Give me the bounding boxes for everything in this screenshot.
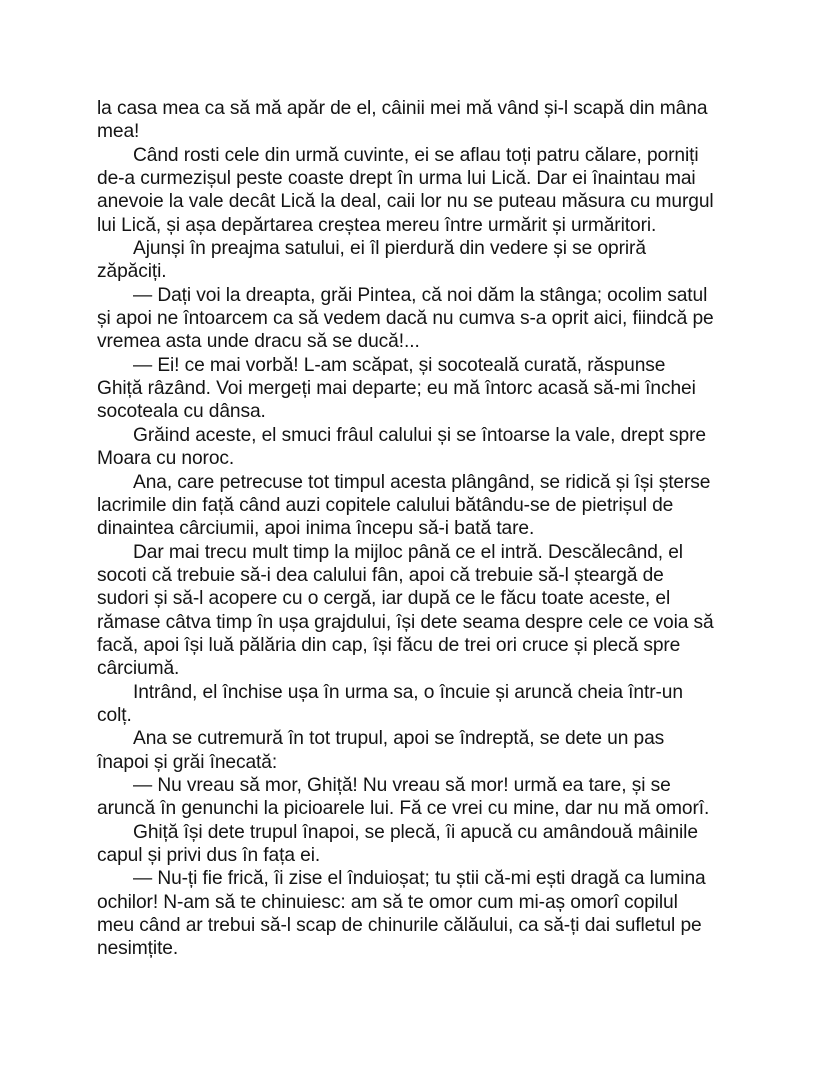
text-line: — Ei! ce mai vorbă! L-am scăpat, și socoteală curată, răspunse	[133, 354, 666, 376]
text-line: sudori și să-l acopere cu o cergă, iar după ce le făcu toate aceste, el	[97, 588, 671, 610]
text-line: Intrând, el închise ușa în urma sa, o încuie și aruncă cheia într-un	[133, 681, 683, 703]
text-line: nesimțite.	[97, 938, 179, 960]
document-page	[97, 97, 747, 961]
text-line: lacrimile din față când auzi copitele calului bătându-se de pietrișul de	[97, 494, 674, 516]
text-line: Ajunși în preajma satului, ei îl pierdură din vedere și se opriră	[133, 238, 646, 260]
paragraph	[97, 284, 747, 354]
paragraph	[97, 727, 747, 774]
text-line: socoteala cu dânsa.	[97, 401, 266, 423]
paragraph	[97, 354, 747, 424]
text-line: la casa mea ca să mă apăr de el, câinii mei mă vând și-l scapă din mâna	[97, 98, 708, 119]
text-line: Ana se cutremură în tot trupul, apoi se îndreptă, se dete un pas	[133, 728, 665, 750]
text-line: colț.	[97, 704, 132, 726]
paragraph	[97, 541, 747, 681]
text-line: ochilor! N-am să te chinuiesc: am să te omor cum mi-aș omorî copilul	[97, 891, 678, 913]
text-line: lui Lică, și așa depărtarea creștea mereu între urmărit și urmăritori.	[97, 214, 657, 236]
text-line: meu când ar trebui să-l scap de chinurile călăului, ca să-ți dai sufletul pe	[97, 915, 702, 937]
text-line: — Nu-ți fie frică, îi zise el înduioșat; tu știi că-mi ești dragă ca lumina	[133, 868, 706, 890]
text-line: cârciumă.	[97, 658, 180, 680]
text-line: socoti că trebuie să-i dea calului fân, apoi că trebuie să-l șteargă de	[97, 564, 664, 586]
text-line: Ana, care petrecuse tot timpul acesta plângând, se ridică și își șterse	[133, 471, 711, 493]
text-line: de-a curmezișul peste coaste drept în urma lui Lică. Dar ei înaintau mai	[97, 168, 696, 190]
paragraph	[97, 471, 747, 541]
paragraph	[97, 237, 747, 284]
paragraph	[97, 681, 747, 728]
text-line: facă, apoi își luă pălăria din cap, își făcu de trei ori cruce și plecă spre	[97, 634, 681, 656]
paragraph	[97, 144, 747, 237]
text-line: Grăind aceste, el smuci frâul calului și se întoarse la vale, drept spre	[133, 424, 706, 446]
paragraph	[97, 867, 747, 960]
text-line: — Dați voi la dreapta, grăi Pintea, că noi dăm la stânga; ocolim satul	[133, 284, 708, 306]
text-line: Moara cu noroc.	[97, 448, 235, 470]
text-line: — Nu vreau să mor, Ghiță! Nu vreau să mor! urmă ea tare, și se	[133, 774, 671, 796]
paragraph	[97, 424, 747, 471]
text-line: aruncă în genunchi la picioarele lui. Fă ce vrei cu mine, dar nu mă omorî.	[97, 798, 710, 820]
text-line: Când rosti cele din urmă cuvinte, ei se aflau toți patru călare, porniți	[133, 144, 699, 166]
text-line: rămase câtva timp în ușa grajdului, își dete seama despre cele ce voia să	[97, 611, 714, 633]
text-line: Dar mai trecu mult timp la mijloc până ce el intră. Descălecând, el	[133, 541, 683, 563]
text-line: Ghiță râzând. Voi mergeți mai departe; eu mă întorc acasă să-mi închei	[97, 378, 696, 400]
paragraph	[97, 97, 747, 144]
text-line: anevoie la vale decât Lică la deal, caii lor nu se puteau măsura cu murgul	[97, 191, 714, 213]
text-line: înapoi și grăi înecată:	[97, 751, 278, 773]
text-line: zăpăciți.	[97, 261, 167, 283]
text-line: și apoi ne întoarcem ca să vedem dacă nu cumva s-a oprit aici, fiindcă pe	[97, 308, 714, 330]
text-line: capul și privi dus în fața ei.	[97, 845, 321, 866]
text-line: vremea asta unde dracu să se ducă!...	[97, 331, 420, 353]
text-line: dinaintea cârciumii, apoi inima începu să-i bată tare.	[97, 518, 535, 540]
text-line: mea!	[97, 121, 140, 143]
text-line: Ghiță își dete trupul înapoi, se plecă, îi apucă cu amândouă mâinile	[133, 821, 698, 843]
paragraph	[97, 774, 747, 821]
paragraph	[97, 821, 747, 868]
